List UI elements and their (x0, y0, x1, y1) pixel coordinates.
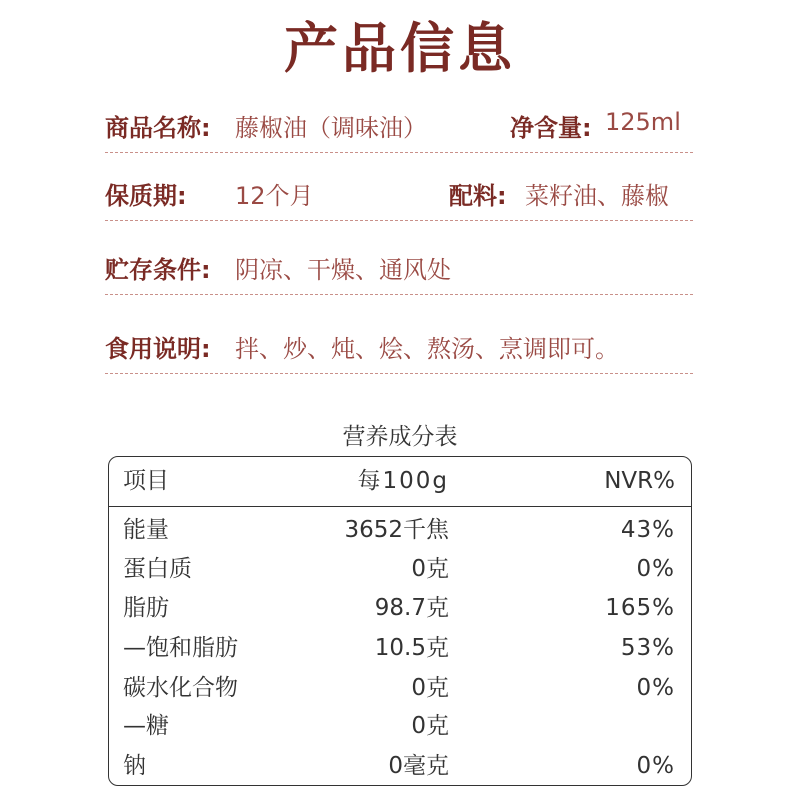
row-nvr: 53% (620, 635, 675, 661)
table-row (109, 593, 691, 633)
product-name-value: 藤椒油（调味油） (235, 114, 427, 142)
row-nvr: 0% (636, 675, 675, 701)
table-row (109, 515, 691, 555)
shelf-life-label: 保质期: (105, 182, 187, 210)
page-title: 产品信息 (284, 17, 516, 80)
nutrition-table-title: 营养成分表 (342, 424, 458, 450)
shelf-life-value: 12个月 (235, 182, 314, 210)
info-row-shelf-ingredients (105, 176, 693, 221)
product-name-label: 商品名称: (105, 114, 211, 142)
row-per-100g: 3652千焦 (344, 517, 449, 543)
row-per-100g: 98.7克 (374, 595, 449, 621)
row-nvr: 0% (636, 753, 675, 779)
table-row (109, 711, 691, 751)
row-per-100g: 0克 (411, 713, 449, 739)
header-per-100g: 每100g (357, 468, 449, 494)
table-row (109, 554, 691, 594)
row-item: 碳水化合物 (123, 675, 238, 701)
info-row-usage (105, 329, 693, 374)
ingredients-value: 菜籽油、藤椒 (525, 182, 669, 210)
row-item: —饱和脂肪 (123, 635, 238, 661)
row-per-100g: 0毫克 (388, 753, 449, 779)
row-item: —糖 (123, 713, 169, 739)
row-item: 蛋白质 (123, 556, 192, 582)
row-item: 能量 (123, 517, 169, 543)
row-per-100g: 0克 (411, 675, 449, 701)
header-nvr: NVR% (604, 468, 675, 494)
usage-value: 拌、炒、炖、烩、熬汤、烹调即可。 (235, 335, 619, 363)
row-per-100g: 10.5克 (374, 635, 449, 661)
net-content-value: 125ml (605, 108, 681, 136)
row-nvr: 0% (636, 556, 675, 582)
info-row-storage (105, 250, 693, 295)
net-content-label: 净含量: (510, 114, 592, 142)
row-per-100g: 0克 (411, 556, 449, 582)
row-item: 脂肪 (123, 595, 169, 621)
nutrition-table (108, 456, 692, 786)
table-row (109, 673, 691, 713)
table-row (109, 751, 691, 791)
storage-label: 贮存条件: (105, 256, 211, 284)
row-nvr: 43% (620, 517, 675, 543)
info-row-name-net (105, 108, 693, 153)
row-item: 钠 (123, 753, 146, 779)
table-row (109, 633, 691, 673)
nutrition-table-header (109, 457, 691, 507)
ingredients-label: 配料: (449, 182, 507, 210)
header-item: 项目 (123, 468, 169, 494)
usage-label: 食用说明: (105, 335, 211, 363)
storage-value: 阴凉、干燥、通风处 (235, 256, 451, 284)
row-nvr: 165% (605, 595, 675, 621)
